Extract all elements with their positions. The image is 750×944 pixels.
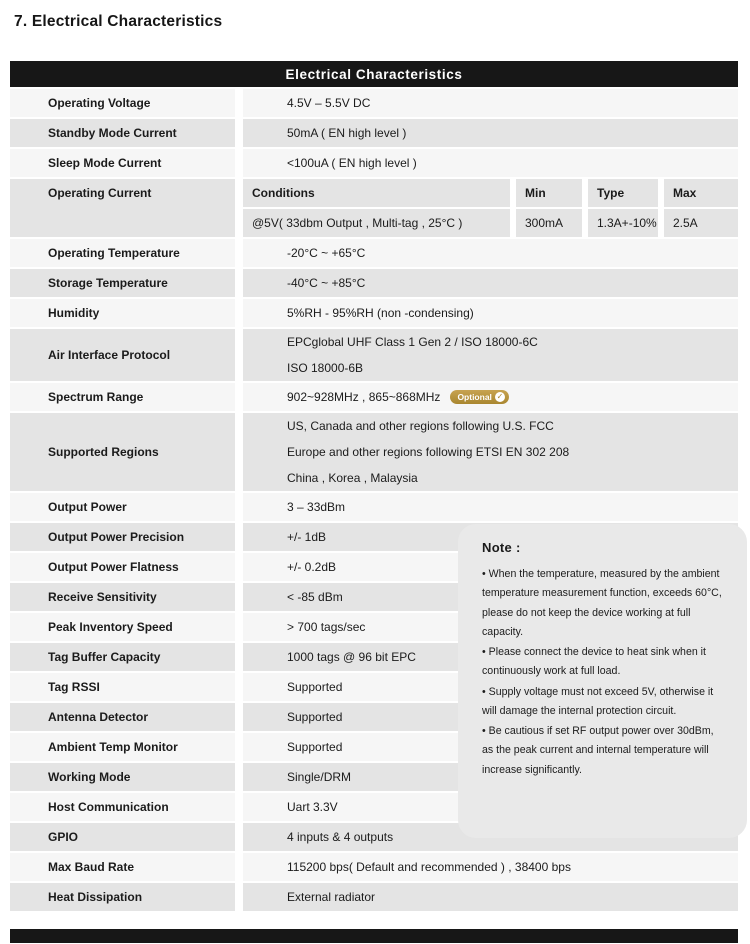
row-value <box>243 269 738 297</box>
row-label: Operating Temperature <box>10 239 235 267</box>
subtable-header-cell: Max <box>664 179 738 207</box>
table-row <box>10 119 738 147</box>
row-value-line: 4 inputs & 4 outputs <box>287 830 394 844</box>
row-label: Max Baud Rate <box>10 853 235 881</box>
row-label: Working Mode <box>10 763 235 791</box>
row-label: Output Power Precision <box>10 523 235 551</box>
row-label: Host Communication <box>10 793 235 821</box>
row-value-line: +/- 0.2dB <box>287 560 337 574</box>
subtable-value-cell: 1.3A+-10% <box>588 209 658 237</box>
table-row <box>10 239 738 267</box>
optional-badge <box>450 390 508 404</box>
row-value <box>243 149 738 177</box>
row-label: Operating Current <box>10 179 235 237</box>
row-value-line: EPCglobal UHF Class 1 Gen 2 / ISO 18000-6C <box>287 335 538 349</box>
subtable-value-row <box>243 209 738 237</box>
row-value-line: > 700 tags/sec <box>287 620 366 634</box>
row-label: Heat Dissipation <box>10 883 235 911</box>
note-bullet: • When the temperature, measured by the ambient temperature measurement function, exceeds 60°C, please do not keep the device working at full capacity. <box>482 565 727 642</box>
note-bullet: • Supply voltage must not exceed 5V, otherwise it will damage the internal protection circuit. <box>482 683 727 722</box>
table-row <box>10 493 738 521</box>
row-label: Ambient Temp Monitor <box>10 733 235 761</box>
row-value <box>243 883 738 911</box>
row-value-line: US, Canada and other regions following U.S. FCC <box>287 419 554 433</box>
subtable-header-row <box>243 179 738 207</box>
row-value <box>243 493 738 521</box>
row-value-line: External radiator <box>287 890 376 904</box>
table-row <box>10 853 738 881</box>
operating-current-subtable <box>243 179 738 237</box>
row-label: Receive Sensitivity <box>10 583 235 611</box>
table-title-bar: Electrical Characteristics <box>10 61 738 87</box>
row-value-line: 5%RH - 95%RH (non -condensing) <box>287 306 474 320</box>
row-value-line: 115200 bps( Default and recommended ) , 38400 bps <box>287 860 571 874</box>
subtable-header-cell: Conditions <box>243 179 510 207</box>
table-row <box>10 329 738 381</box>
table-row <box>10 149 738 177</box>
row-label: Storage Temperature <box>10 269 235 297</box>
table-row <box>10 179 738 237</box>
row-value-line: China , Korea , Malaysia <box>287 471 418 485</box>
row-value-line: -40°C ~ +85°C <box>287 276 366 290</box>
subtable-value-cell: 2.5A <box>664 209 738 237</box>
row-value-line: <100uA ( EN high level ) <box>287 156 417 170</box>
row-label: Tag Buffer Capacity <box>10 643 235 671</box>
row-value-line: Europe and other regions following ETSI EN 302 208 <box>287 445 570 459</box>
table-row <box>10 89 738 117</box>
check-icon: ✓ <box>496 392 504 401</box>
note-box <box>458 524 747 838</box>
note-title: Note : <box>482 540 521 555</box>
row-value <box>243 89 738 117</box>
row-label: Output Power <box>10 493 235 521</box>
row-label: GPIO <box>10 823 235 851</box>
row-label: Spectrum Range <box>10 383 235 411</box>
row-value-line: Supported <box>287 740 343 754</box>
row-value-line: Supported <box>287 680 343 694</box>
table-footer-bar <box>10 929 738 943</box>
row-value-line: ISO 18000-6B <box>287 361 364 375</box>
optional-badge-label: Optional <box>457 392 492 402</box>
row-value-line: Uart 3.3V <box>287 800 338 814</box>
subtable-header-cell: Type <box>588 179 658 207</box>
row-label: Peak Inventory Speed <box>10 613 235 641</box>
subtable-value-cell: @5V( 33dbm Output , Multi-tag , 25°C ) <box>243 209 510 237</box>
subtable-value-cell: 300mA <box>516 209 582 237</box>
note-bullet: • Please connect the device to heat sink when it continuously work at full load. <box>482 643 727 682</box>
page-title: 7. Electrical Characteristics <box>14 13 223 30</box>
table-row <box>10 269 738 297</box>
row-value <box>243 329 738 381</box>
row-value <box>243 299 738 327</box>
row-value <box>243 413 738 491</box>
row-label: Antenna Detector <box>10 703 235 731</box>
row-value <box>243 853 738 881</box>
row-value-line: 3 – 33dBm <box>287 500 346 514</box>
row-label: Sleep Mode Current <box>10 149 235 177</box>
row-value <box>243 239 738 267</box>
row-value-line: 902~928MHz , 865~868MHz Optional ✓ <box>287 384 738 410</box>
table-row <box>10 299 738 327</box>
row-label: Standby Mode Current <box>10 119 235 147</box>
table-row <box>10 413 738 491</box>
row-value <box>243 383 738 411</box>
row-label: Tag RSSI <box>10 673 235 701</box>
row-label: Output Power Flatness <box>10 553 235 581</box>
row-value-line: 50mA ( EN high level ) <box>287 126 407 140</box>
row-label: Air Interface Protocol <box>10 329 235 381</box>
row-value <box>243 119 738 147</box>
note-bullets <box>482 565 727 780</box>
table-row <box>10 883 738 911</box>
row-value-line: +/- 1dB <box>287 530 327 544</box>
row-label: Supported Regions <box>10 413 235 491</box>
row-value-line: < -85 dBm <box>287 590 343 604</box>
row-value-line: Supported <box>287 710 343 724</box>
row-value-line: -20°C ~ +65°C <box>287 246 366 260</box>
note-bullet: • Be cautious if set RF output power over 30dBm, as the peak current and internal temperature will increase significantly. <box>482 722 727 780</box>
row-label: Operating Voltage <box>10 89 235 117</box>
row-value-line: 4.5V – 5.5V DC <box>287 96 371 110</box>
row-value-line: Single/DRM <box>287 770 352 784</box>
table-row <box>10 383 738 411</box>
subtable-header-cell: Min <box>516 179 582 207</box>
row-label: Humidity <box>10 299 235 327</box>
row-value-line: 1000 tags @ 96 bit EPC <box>287 650 416 664</box>
